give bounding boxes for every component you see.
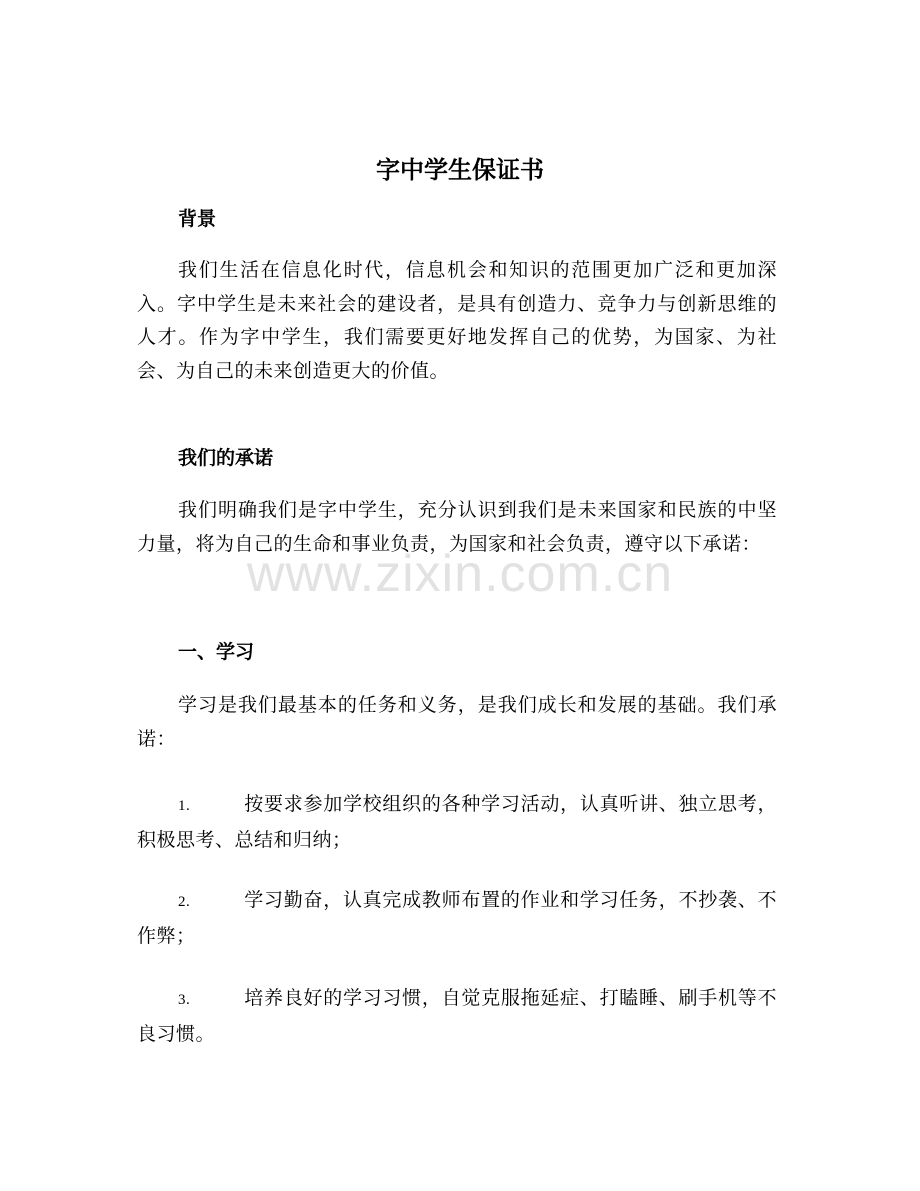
list-item — [137, 788, 777, 857]
document-title: 字中学生保证书 — [376, 156, 544, 184]
study-paragraph: 学习是我们最基本的任务和义务，是我们成长和发展的基础。我们承诺： — [137, 694, 777, 750]
commitment-paragraph-block — [137, 494, 777, 561]
commitment-paragraph: 我们明确我们是字中学生，充分认识到我们是未来国家和民族的中坚力量，将为自己的生命和事业负责，为国家和社会负责，遵守以下承诺： — [137, 499, 777, 555]
section-heading-study: 一、学习 — [178, 641, 255, 663]
section-heading-commitment: 我们的承诺 — [178, 447, 274, 469]
list-number: 3. — [178, 992, 191, 1008]
watermark: www.zixin.com.cn — [246, 545, 674, 603]
study-paragraph-block — [137, 689, 777, 756]
background-paragraph: 我们生活在信息化时代，信息机会和知识的范围更加广泛和更加深入。字中学生是未来社会的建设者，是具有创造力、竞争力与创新思维的人才。作为字中学生，我们需要更好地发挥自己的优势，为国家、为社会、为自己的未来创造更大的价值。 — [137, 259, 777, 382]
list-item — [137, 982, 777, 1051]
list-item-text: 培养良好的学习习惯，自觉克服拖延症、打瞌睡、刷手机等不良习惯。 — [137, 987, 777, 1045]
list-number: 2. — [178, 894, 191, 910]
list-item-text: 学习勤奋，认真完成教师布置的作业和学习任务，不抄袭、不作弊； — [137, 889, 777, 947]
list-number: 1. — [178, 798, 191, 814]
background-section — [137, 201, 777, 237]
list-item-text: 按要求参加学校组织的各种学习活动，认真听讲、独立思考，积极思考、总结和归纳； — [137, 793, 777, 851]
list-item — [137, 884, 777, 953]
commitment-section — [137, 440, 777, 476]
background-paragraph-block — [137, 254, 777, 388]
study-section — [137, 634, 777, 670]
section-heading-background: 背景 — [178, 208, 217, 230]
